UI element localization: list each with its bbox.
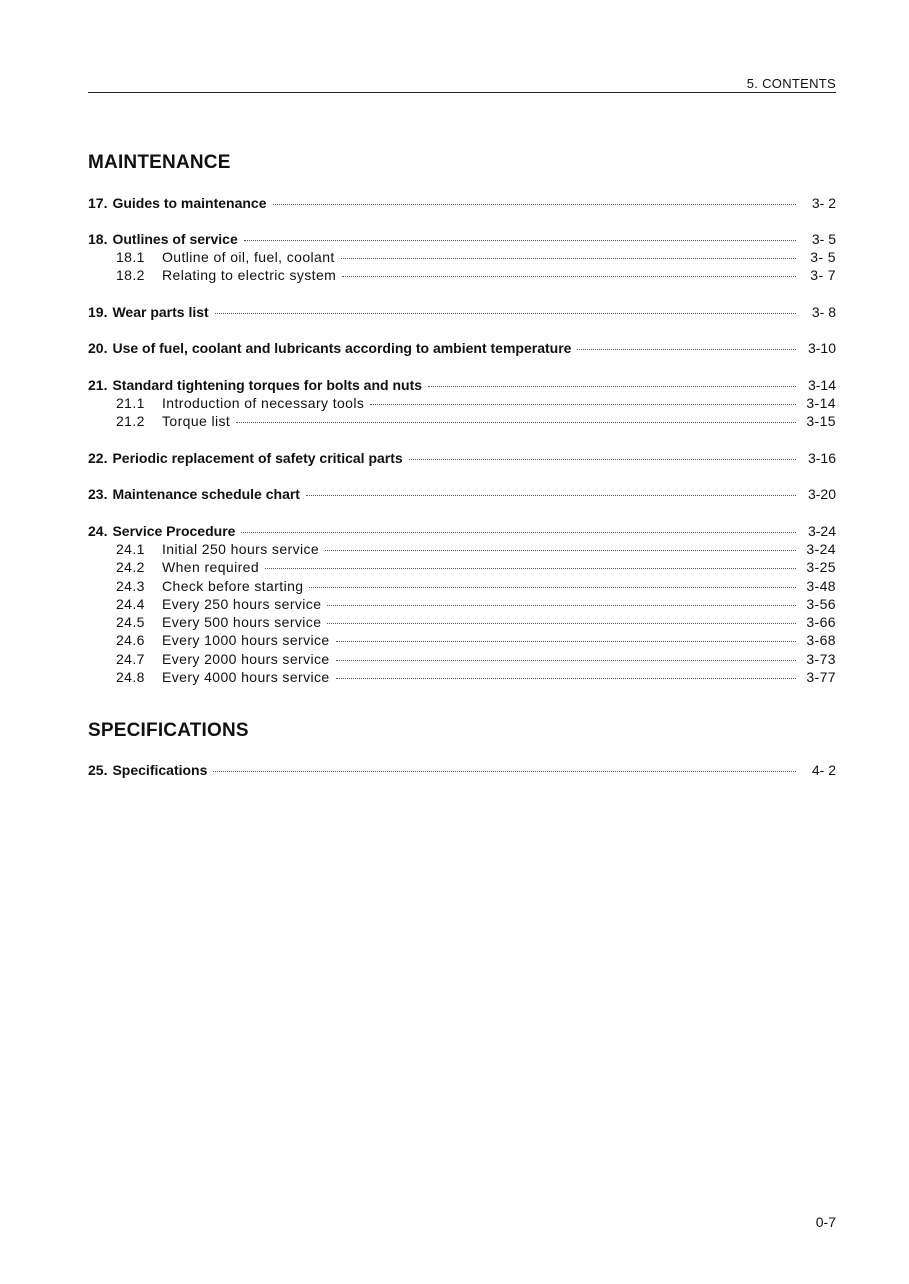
toc-subentry[interactable] bbox=[116, 558, 836, 576]
toc-entry-page: 3- 5 bbox=[811, 231, 836, 247]
toc-entry-number: 24.3 bbox=[116, 578, 145, 594]
toc-entry-number: 24.6 bbox=[116, 632, 145, 648]
toc-entry-title: Every 2000 hours service bbox=[162, 651, 330, 667]
section-title-specifications: SPECIFICATIONS bbox=[88, 720, 249, 741]
toc-entry-title: Maintenance schedule chart bbox=[112, 486, 300, 502]
toc-entry-page: 3- 7 bbox=[810, 267, 836, 283]
header-rule bbox=[88, 92, 836, 93]
dot-leader bbox=[341, 258, 796, 259]
dot-leader bbox=[342, 276, 796, 277]
toc-entry-number: 18. bbox=[88, 231, 108, 247]
toc-entry[interactable] bbox=[88, 339, 836, 357]
toc-entry-page: 3-24 bbox=[807, 523, 836, 539]
toc-entry-page: 3-16 bbox=[807, 450, 836, 466]
toc-entry-title: When required bbox=[162, 559, 260, 575]
toc-entry-number: 18.2 bbox=[116, 267, 145, 283]
toc-subentry[interactable] bbox=[116, 595, 836, 613]
dot-leader bbox=[236, 422, 796, 423]
dot-leader bbox=[327, 605, 796, 606]
toc-entry-number: 18.1 bbox=[116, 249, 145, 265]
toc-entry-number: 25. bbox=[88, 762, 108, 778]
toc-entry[interactable] bbox=[88, 230, 836, 248]
toc-subentry[interactable] bbox=[116, 577, 836, 595]
toc-entry-number: 21.1 bbox=[116, 395, 145, 411]
dot-leader bbox=[309, 587, 796, 588]
dot-leader bbox=[327, 623, 796, 624]
toc-subentry[interactable] bbox=[116, 650, 836, 668]
dot-leader bbox=[336, 641, 796, 642]
toc-subentry[interactable] bbox=[116, 248, 836, 266]
toc-subentry[interactable] bbox=[116, 266, 836, 284]
toc-entry-page: 3- 8 bbox=[811, 304, 836, 320]
toc-entry-title: Introduction of necessary tools bbox=[162, 395, 365, 411]
toc-entry-page: 3-15 bbox=[806, 413, 836, 429]
toc-subentry[interactable] bbox=[116, 631, 836, 649]
toc-entry-number: 23. bbox=[88, 486, 108, 502]
dot-leader bbox=[325, 550, 796, 551]
toc-entry-number: 22. bbox=[88, 450, 108, 466]
dot-leader bbox=[336, 678, 796, 679]
dot-leader bbox=[577, 349, 796, 350]
section-title-maintenance: MAINTENANCE bbox=[88, 152, 231, 173]
toc-entry-title: Every 4000 hours service bbox=[162, 669, 330, 685]
running-header: 5. CONTENTS bbox=[746, 76, 836, 91]
toc-entry[interactable] bbox=[88, 485, 836, 503]
toc-entry-title: Every 250 hours service bbox=[162, 596, 322, 612]
toc-entry-page: 3-48 bbox=[806, 578, 836, 594]
toc-entry-title: Service Procedure bbox=[112, 523, 236, 539]
toc-entry-title: Torque list bbox=[162, 413, 231, 429]
dot-leader bbox=[265, 568, 796, 569]
toc-entry-title: Every 500 hours service bbox=[162, 614, 322, 630]
toc-entry-title: Initial 250 hours service bbox=[162, 541, 320, 557]
toc-entry-number: 21.2 bbox=[116, 413, 145, 429]
dot-leader bbox=[306, 495, 796, 496]
page-number: 0-7 bbox=[815, 1214, 836, 1230]
toc-entry-page: 3-56 bbox=[806, 596, 836, 612]
toc-entry-number: 20. bbox=[88, 340, 108, 356]
toc-entry-page: 3-25 bbox=[806, 559, 836, 575]
toc-entry-number: 24.5 bbox=[116, 614, 145, 630]
toc-entry-page: 3-73 bbox=[806, 651, 836, 667]
toc-subentry[interactable] bbox=[116, 540, 836, 558]
toc-entry-title: Specifications bbox=[112, 762, 208, 778]
toc-entry-number: 24.2 bbox=[116, 559, 145, 575]
dot-leader bbox=[215, 313, 796, 314]
toc-subentry[interactable] bbox=[116, 412, 836, 430]
toc-entry-page: 3- 2 bbox=[811, 195, 836, 211]
toc-entry-title: Wear parts list bbox=[112, 304, 209, 320]
toc-entry-number: 24.4 bbox=[116, 596, 145, 612]
dot-leader bbox=[428, 386, 796, 387]
toc-entry-number: 17. bbox=[88, 195, 108, 211]
toc-entry-title: Outlines of service bbox=[112, 231, 238, 247]
toc-entry[interactable] bbox=[88, 449, 836, 467]
toc-entry-number: 24.1 bbox=[116, 541, 145, 557]
toc-entry-page: 3-14 bbox=[807, 377, 836, 393]
toc-subentry[interactable] bbox=[116, 613, 836, 631]
toc-entry-page: 3-24 bbox=[806, 541, 836, 557]
toc-entry-page: 3-77 bbox=[806, 669, 836, 685]
toc-entry-page: 3-20 bbox=[807, 486, 836, 502]
dot-leader bbox=[336, 660, 796, 661]
dot-leader bbox=[273, 204, 796, 205]
toc-subentry[interactable] bbox=[116, 668, 836, 686]
toc-entry-page: 3-68 bbox=[806, 632, 836, 648]
toc-entry-page: 4- 2 bbox=[811, 762, 836, 778]
dot-leader bbox=[213, 771, 796, 772]
dot-leader bbox=[370, 404, 796, 405]
toc-entry[interactable] bbox=[88, 761, 836, 779]
toc-entry-page: 3-10 bbox=[807, 340, 836, 356]
toc-entry-title: Every 1000 hours service bbox=[162, 632, 330, 648]
toc-entry-number: 19. bbox=[88, 304, 108, 320]
toc-entry-page: 3- 5 bbox=[810, 249, 836, 265]
toc-entry[interactable] bbox=[88, 376, 836, 394]
toc-entry-title: Guides to maintenance bbox=[112, 195, 267, 211]
toc-subentry[interactable] bbox=[116, 394, 836, 412]
toc-entry-number: 24.7 bbox=[116, 651, 145, 667]
toc-entry-title: Periodic replacement of safety critical parts bbox=[112, 450, 403, 466]
toc-entry-title: Use of fuel, coolant and lubricants according to ambient temperature bbox=[112, 340, 572, 356]
toc-entry-title: Relating to electric system bbox=[162, 267, 337, 283]
toc-entry-title: Outline of oil, fuel, coolant bbox=[162, 249, 335, 265]
toc-entry[interactable] bbox=[88, 303, 836, 321]
toc-entry[interactable] bbox=[88, 522, 836, 540]
dot-leader bbox=[244, 240, 796, 241]
dot-leader bbox=[409, 459, 796, 460]
toc-entry-title: Standard tightening torques for bolts and nuts bbox=[112, 377, 423, 393]
toc-entry-number: 24. bbox=[88, 523, 108, 539]
toc-entry-page: 3-66 bbox=[806, 614, 836, 630]
toc-entry-number: 21. bbox=[88, 377, 108, 393]
toc-entry-number: 24.8 bbox=[116, 669, 145, 685]
dot-leader bbox=[241, 532, 796, 533]
toc-entry[interactable] bbox=[88, 194, 836, 212]
toc-entry-title: Check before starting bbox=[162, 578, 304, 594]
toc-entry-page: 3-14 bbox=[806, 395, 836, 411]
